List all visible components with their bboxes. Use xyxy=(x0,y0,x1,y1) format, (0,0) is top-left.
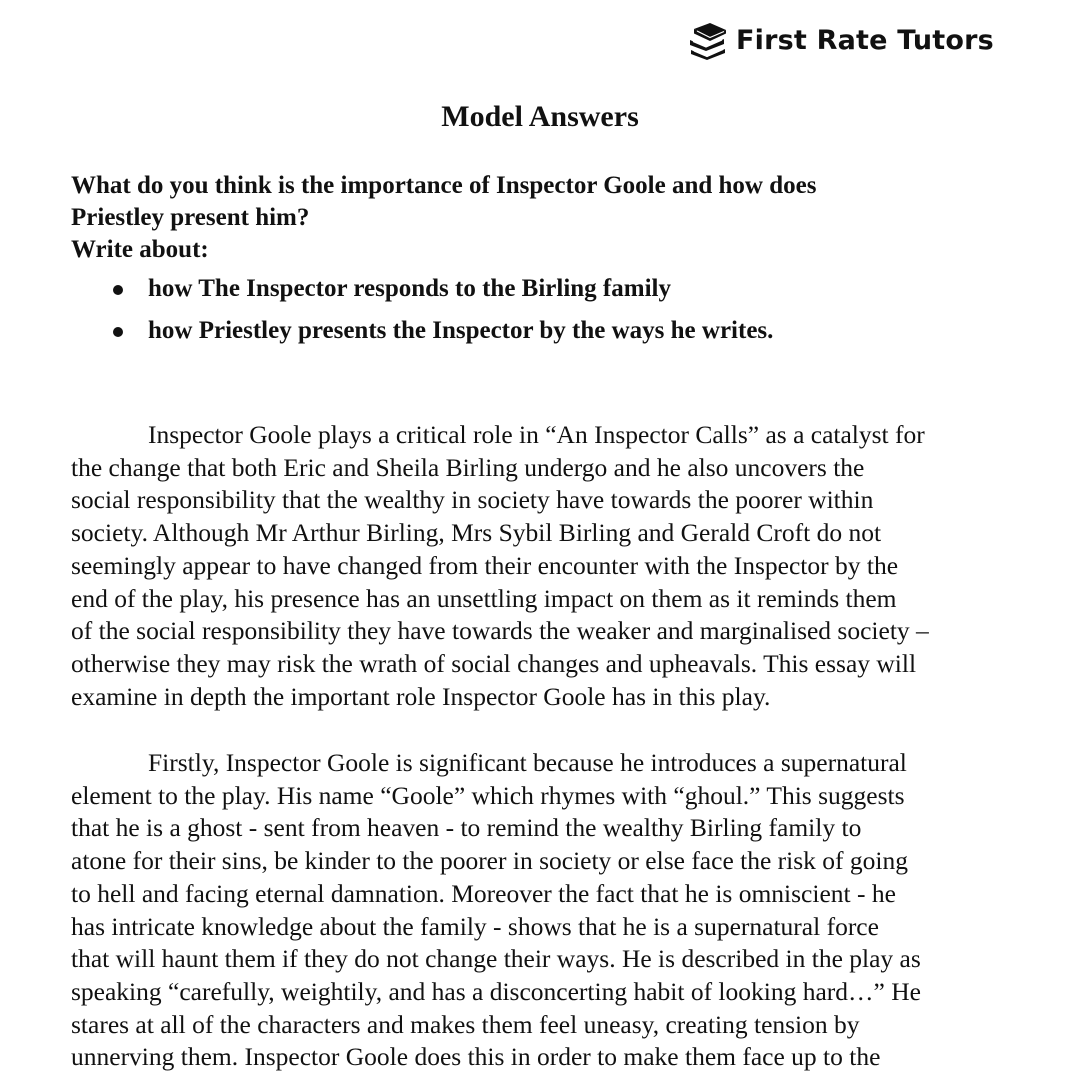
paragraph-line: unnerving them. Inspector Goole does this in order to make them face up to the xyxy=(71,1042,881,1072)
paragraph-line: element to the play. His name “Goole” which rhymes with “ghoul.” This suggests xyxy=(71,780,905,810)
question-prompt-label: Write about: xyxy=(71,236,209,263)
essay-question xyxy=(71,170,1031,266)
paragraph-line: atone for their sins, be kinder to the poorer in society or else face the risk of going xyxy=(71,846,908,876)
question-bullet-text: how The Inspector responds to the Birling family xyxy=(148,275,671,302)
question-bullet-text: how Priestley presents the Inspector by the ways he writes. xyxy=(148,317,774,344)
paragraph-line: Inspector Goole plays a critical role in “An Inspector Calls” as a catalyst for xyxy=(148,420,925,449)
paragraph-line: end of the play, his presence has an unsettling impact on them as it reminds them xyxy=(71,583,897,613)
brand-logo xyxy=(688,20,994,60)
paragraph-line: to hell and facing eternal damnation. Moreover the fact that he is omniscient - he xyxy=(71,878,896,908)
paragraph-line: otherwise they may risk the wrath of social changes and upheavals. This essay will xyxy=(71,648,917,678)
essay-paragraph-body xyxy=(71,747,1031,1074)
paragraph-line: society. Although Mr Arthur Birling, Mrs Sybil Birling and Gerald Croft do not xyxy=(71,518,882,548)
brand-name: First Rate Tutors xyxy=(736,24,994,56)
question-bullet xyxy=(108,312,773,354)
stacked-books-icon xyxy=(688,20,728,60)
paragraph-line: seemingly appear to have changed from their encounter with the Inspector by the xyxy=(71,550,899,580)
bullet-dot-icon xyxy=(113,285,123,295)
page-title: Model Answers xyxy=(441,100,639,133)
question-line: Priestley present him? xyxy=(71,204,310,231)
question-line: What do you think is the importance of Inspector Goole and how does xyxy=(71,172,817,199)
paragraph-line: speaking “carefully, weightily, and has a disconcerting habit of looking hard…” He xyxy=(71,976,921,1006)
paragraph-line: the change that both Eric and Sheila Birling undergo and he also uncovers the xyxy=(71,452,865,482)
bullet-dot-icon xyxy=(113,327,123,337)
paragraph-line: that will haunt them if they do not change their ways. He is described in the play as xyxy=(71,944,921,974)
paragraph-line: stares at all of the characters and makes them feel uneasy, creating tension by xyxy=(71,1009,860,1039)
paragraph-line: that he is a ghost - sent from heaven - to remind the wealthy Birling family to xyxy=(71,813,862,843)
paragraph-line: has intricate knowledge about the family - shows that he is a supernatural force xyxy=(71,911,879,941)
paragraph-line: of the social responsibility they have towards the weaker and marginalised society – xyxy=(71,616,929,646)
paragraph-line: Firstly, Inspector Goole is significant because he introduces a supernatural xyxy=(148,748,907,777)
question-bullet xyxy=(108,270,773,312)
question-bullet-list xyxy=(108,270,773,354)
essay-paragraph-intro xyxy=(71,419,1031,713)
paragraph-line: social responsibility that the wealthy in society have towards the poorer within xyxy=(71,485,874,515)
paragraph-line: examine in depth the important role Inspector Goole has in this play. xyxy=(71,681,771,711)
